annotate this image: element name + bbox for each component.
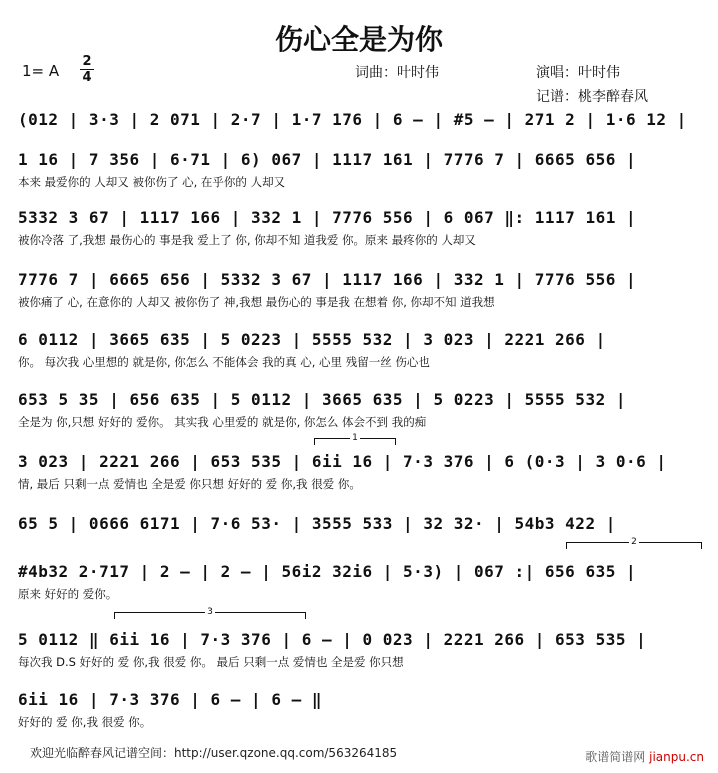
notation-line: 7776 7 | 6665 656 | 5332 3 67 | 1117 166 | 332 1 | 7776 556 | <box>18 270 637 289</box>
lyrics-line: 原来 好好的 爱你。 <box>18 587 118 601</box>
triplet-bracket: 1 <box>314 438 396 445</box>
watermark-url: jianpu.cn <box>649 750 704 764</box>
notation-line: 1 16 | 7 356 | 6·71 | 6) 067 | 1117 161 | 7776 7 | 6665 656 | <box>18 150 637 169</box>
notation-line: 5 0112 ‖ 6ii 16 | 7·3 376 | 6 – | 0 023 | 2221 266 | 653 535 | <box>18 630 647 649</box>
footer-link-text: 欢迎光临醉春风记谱空间：http://user.qzone.qq.com/563264185 <box>30 746 398 760</box>
notation-line: 3 023 | 2221 266 | 653 535 | 6ii 16 | 7·3 376 | 6 (0·3 | 3 0·6 | <box>18 452 667 471</box>
credit-transcriber: 记谱：桃李醉春风 <box>536 89 648 105</box>
watermark-site: 歌谱简谱网 <box>585 750 646 764</box>
credit-lyrics-music: 词曲：叶时伟 <box>355 65 439 81</box>
watermark <box>585 748 704 765</box>
credit-singer: 演唱：叶时伟 <box>536 65 620 81</box>
lyrics-line: 你。 每次我 心里想的 就是你, 你怎么 不能体会 我的真 心, 心里 残留一丝 伤心也 <box>18 355 430 369</box>
notation-line: #4b32 2·717 | 2 – | 2 – | 56i2 32i6 | 5·3) | 067 :| 656 635 | <box>18 562 637 581</box>
notation-line: (012 | 3·3 | 2 071 | 2·7 | 1·7 176 | 6 – | #5 – | 271 2 | 1·6 12 | <box>18 110 687 129</box>
notation-line: 65 5 | 0666 6171 | 7·6 53· | 3555 533 | 32 32· | 54b3 422 | <box>18 514 616 533</box>
lyrics-line: 被你痛了 心, 在意你的 人却又 被你伤了 神,我想 最伤心的 事是我 在想着 你, 你却不知 道我想 <box>18 295 495 309</box>
lyrics-line: 情, 最后 只剩一点 爱情也 全是爱 你只想 好好的 爱 你,我 很爱 你。 <box>18 477 361 491</box>
triplet-bracket: 3 <box>114 612 306 619</box>
lyrics-line: 好好的 爱 你,我 很爱 你。 <box>18 715 152 729</box>
time-signature <box>80 55 94 84</box>
time-signature-top: 2 <box>82 54 92 69</box>
notation-line: 6 0112 | 3665 635 | 5 0223 | 5555 532 | 3 023 | 2221 266 | <box>18 330 606 349</box>
song-title: 伤心全是为你 <box>274 23 443 56</box>
notation-line: 653 5 35 | 656 635 | 5 0112 | 3665 635 | 5 0223 | 5555 532 | <box>18 390 626 409</box>
lyrics-line: 全是为 你,只想 好好的 爱你。 其实我 心里爱的 就是你, 你怎么 体会不到 我的痴 <box>18 415 427 429</box>
lyrics-line: 本来 最爱你的 人却又 被你伤了 心, 在乎你的 人却又 <box>18 175 286 189</box>
lyrics-line: 被你冷落 了,我想 最伤心的 事是我 爱上了 你, 你却不知 道我爱 你。原来 最疼你的 人却又 <box>18 233 476 247</box>
volta-bracket: 2 <box>566 542 702 549</box>
time-signature-bottom: 4 <box>82 70 92 85</box>
notation-line: 5332 3 67 | 1117 166 | 332 1 | 7776 556 | 6 067 ‖: 1117 161 | <box>18 208 637 227</box>
lyrics-line: 每次我 D.S 好好的 爱 你,我 很爱 你。 最后 只剩一点 爱情也 全是爱 你只想 <box>18 655 404 669</box>
key-signature: 1= A <box>22 62 60 80</box>
notation-line: 6ii 16 | 7·3 376 | 6 – | 6 – ‖ <box>18 690 322 709</box>
